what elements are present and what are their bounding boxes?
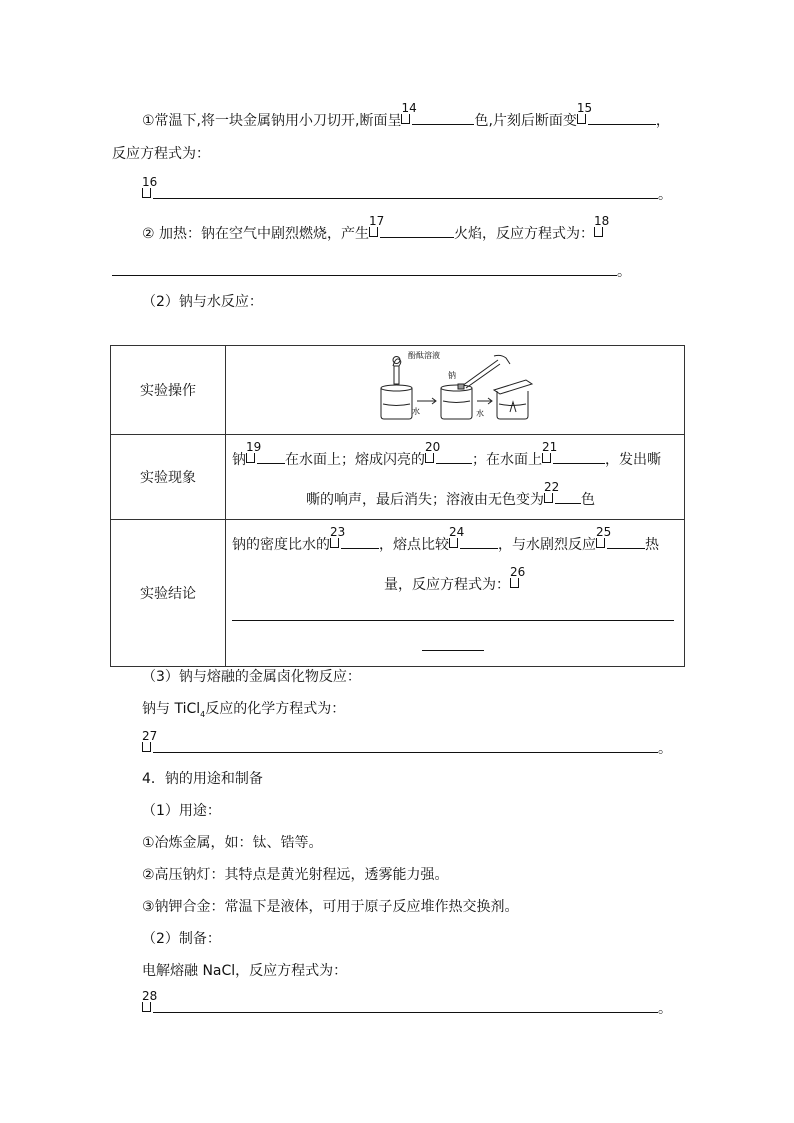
answer-blank-28[interactable] <box>153 998 658 1013</box>
phenomenon-line2: 嘶的响声，最后消失；溶液由无色变为 22 色 <box>306 480 595 508</box>
section3-answer: 27 。 <box>142 729 672 757</box>
answer-box-icon <box>544 493 553 503</box>
answer-box-icon <box>401 114 410 124</box>
label-water-2: 水 <box>476 409 484 418</box>
use-item-2: ②高压钠灯：其特点是黄光射程远，透雾能力强。 <box>142 867 449 883</box>
answer-blank-24[interactable] <box>460 534 498 549</box>
item1-line1: ①常温下,将一块金属钠用小刀切开,断面呈 14 色,片刻后断面变 15 ， <box>142 101 670 129</box>
section2-heading: （2）钠与水反应： <box>142 294 263 310</box>
phenomenon-cell <box>226 435 685 520</box>
answer-box-icon <box>577 114 586 124</box>
experiment-diagram <box>226 346 684 430</box>
conclusion-line1: 钠的密度比水的 23 ，熔点比较 24 ，与水剧烈反应 25 热 <box>232 525 659 553</box>
answer-box-icon <box>330 538 339 548</box>
answer-marker-26: 26 <box>510 575 521 589</box>
answer-box-icon <box>142 1002 151 1012</box>
dropper <box>394 366 399 384</box>
answer-marker-17: 17 <box>369 224 380 238</box>
answer-blank-20[interactable] <box>436 449 472 464</box>
answer-box-icon <box>369 227 378 237</box>
answer-blank-27[interactable] <box>153 738 658 753</box>
answer-marker-25: 25 <box>596 535 607 549</box>
answer-marker-27: 27 <box>142 739 153 753</box>
answer-blank-18[interactable] <box>112 261 617 276</box>
answer-marker-14: 14 <box>401 111 412 125</box>
answer-marker-20: 20 <box>425 450 436 464</box>
use-item-1: ①冶炼金属，如：钛、锆等。 <box>142 835 323 851</box>
answer-box-icon <box>594 227 603 237</box>
answer-box-icon <box>542 453 551 463</box>
answer-blank-16[interactable] <box>153 184 658 199</box>
answer-box-icon <box>142 742 151 752</box>
answer-box-icon <box>246 453 255 463</box>
item1-line2: 反应方程式为： <box>112 146 210 162</box>
answer-marker-16: 16 <box>142 185 153 199</box>
answer-box-icon <box>142 188 151 198</box>
answer-marker-22: 22 <box>544 490 555 504</box>
prep-line: 电解熔融 NaCl，反应方程式为： <box>142 963 348 979</box>
answer-box-icon <box>449 538 458 548</box>
answer-marker-28: 28 <box>142 999 153 1013</box>
label-conclusion: 实验结论 <box>111 520 226 667</box>
use-heading: （1）用途： <box>142 803 221 819</box>
item2-line1: ② 加热：钠在空气中剧烈燃烧，产生 17 火焰，反应方程式为： 18 <box>142 214 610 242</box>
answer-blank-25[interactable] <box>607 534 645 549</box>
answer-blank-15[interactable] <box>588 110 656 125</box>
answer-blank-26b[interactable] <box>422 650 484 651</box>
label-sodium: 钠 <box>448 371 456 380</box>
label-operation: 实验操作 <box>111 346 226 435</box>
table-row-operation <box>111 346 685 435</box>
answer-box-icon <box>596 538 605 548</box>
beaker-1 <box>381 388 412 419</box>
answer-marker-18: 18 <box>594 224 605 238</box>
answer-marker-19: 19 <box>246 450 257 464</box>
answer-marker-15: 15 <box>577 111 588 125</box>
item2-line2: 。 <box>112 261 631 281</box>
answer-blank-21[interactable] <box>553 449 605 464</box>
section4-heading: 4．钠的用途和制备 <box>142 771 263 787</box>
prep-answer: 28 。 <box>142 989 672 1017</box>
item1-line3: 16 。 <box>142 175 672 203</box>
answer-blank-14[interactable] <box>412 110 474 125</box>
phenomenon-line1: 钠 19 在水面上；熔成闪亮的 20 ；在水面上 21 ，发出嘶 <box>232 440 661 468</box>
answer-box-icon <box>510 578 519 588</box>
answer-blank-26a[interactable] <box>232 620 674 621</box>
section3-line: 钠与 TiCl$_4$反应的化学方程式为： <box>142 701 346 719</box>
answer-marker-23: 23 <box>330 535 341 549</box>
operation-image-cell <box>226 346 685 435</box>
use-item-3: ③钠钾合金：常温下是液体，可用于原子反应堆作热交换剂。 <box>142 899 519 915</box>
section3-heading: （3）钠与熔融的金属卤化物反应： <box>142 669 361 685</box>
tweezers <box>462 360 500 388</box>
answer-marker-24: 24 <box>449 535 460 549</box>
experiment-table <box>110 345 685 667</box>
conclusion-cell <box>226 520 685 667</box>
label-phenol: 酚酞溶液 <box>408 351 440 360</box>
beaker-2 <box>441 388 472 419</box>
answer-box-icon <box>425 453 434 463</box>
label-water-1: 水 <box>412 407 420 416</box>
conclusion-line2: 量，反应方程式为： 26 <box>384 565 526 593</box>
table-row-phenomenon <box>111 435 685 520</box>
label-phenomenon: 实验现象 <box>111 435 226 520</box>
answer-blank-17[interactable] <box>380 223 454 238</box>
answer-blank-23[interactable] <box>341 534 379 549</box>
prep-heading: （2）制备： <box>142 931 221 947</box>
table-row-conclusion <box>111 520 685 667</box>
answer-marker-21: 21 <box>542 450 553 464</box>
